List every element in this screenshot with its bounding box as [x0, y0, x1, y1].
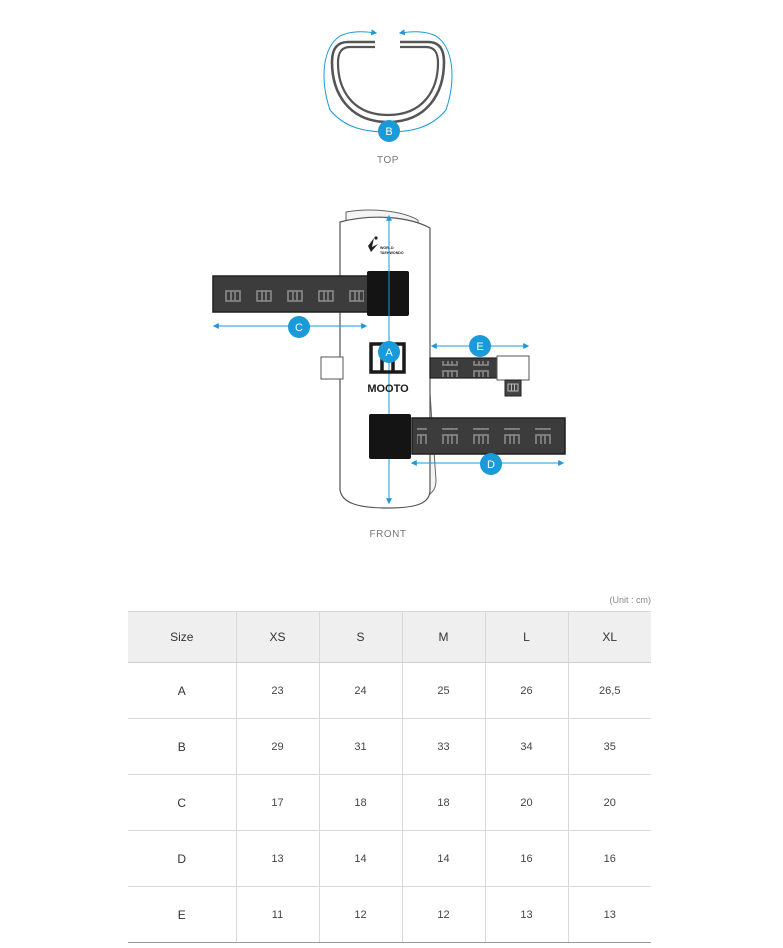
- marker-c-label: C: [295, 322, 303, 334]
- front-view: [213, 210, 565, 540]
- table-cell: 14: [319, 831, 402, 887]
- row-label: E: [128, 887, 236, 943]
- top-view-outline-inner: [338, 47, 438, 115]
- header-xs: XS: [236, 612, 319, 663]
- table-cell: 13: [568, 887, 651, 943]
- table-cell: 17: [236, 775, 319, 831]
- right-buckle-tab: [497, 356, 529, 380]
- upper-strap-logos: [218, 286, 364, 302]
- header-l: L: [485, 612, 568, 663]
- table-row: [128, 887, 651, 943]
- table-row: [128, 831, 651, 887]
- lower-velcro-patch: [369, 414, 411, 459]
- row-label: C: [128, 775, 236, 831]
- table-row: [128, 719, 651, 775]
- row-label: B: [128, 719, 236, 775]
- table-cell: 16: [568, 831, 651, 887]
- upper-velcro-patch: [367, 271, 409, 316]
- marker-a-label: A: [385, 347, 393, 359]
- table-cell: 20: [485, 775, 568, 831]
- header-m: M: [402, 612, 485, 663]
- table-cell: 34: [485, 719, 568, 775]
- row-label: D: [128, 831, 236, 887]
- table-cell: 26,5: [568, 663, 651, 719]
- table-cell: 18: [319, 775, 402, 831]
- table-cell: 11: [236, 887, 319, 943]
- top-view-outline-outer: [332, 42, 444, 122]
- mooto-brand-text: MOOTO: [367, 383, 409, 395]
- unit-label: (Unit : cm): [609, 595, 651, 605]
- table-cell: 14: [402, 831, 485, 887]
- lower-strap-logos: [417, 428, 563, 444]
- middle-strap-logos: [432, 361, 494, 377]
- guard-pad: [340, 217, 430, 508]
- header-s: S: [319, 612, 402, 663]
- front-view-label: FRONT: [369, 529, 407, 540]
- table-cell: 31: [319, 719, 402, 775]
- marker-e-label: E: [476, 341, 484, 353]
- table-cell: 13: [236, 831, 319, 887]
- wt-logo-text-2: TAEKWONDO: [380, 251, 404, 255]
- table-cell: 29: [236, 719, 319, 775]
- size-table: [128, 611, 651, 943]
- table-cell: 35: [568, 719, 651, 775]
- strap-end-tag: [505, 380, 521, 396]
- marker-b-label: B: [385, 126, 393, 138]
- table-cell: 26: [485, 663, 568, 719]
- row-label: A: [128, 663, 236, 719]
- top-view-label: TOP: [377, 155, 399, 166]
- table-cell: 12: [319, 887, 402, 943]
- table-row: [128, 775, 651, 831]
- table-cell: 12: [402, 887, 485, 943]
- wt-logo-text-1: WORLD: [380, 246, 394, 250]
- table-cell: 25: [402, 663, 485, 719]
- table-cell: 33: [402, 719, 485, 775]
- header-size: Size: [128, 612, 236, 663]
- table-cell: 23: [236, 663, 319, 719]
- top-view: [324, 32, 452, 166]
- table-row: [128, 663, 651, 719]
- marker-d-label: D: [487, 459, 495, 471]
- table-cell: 18: [402, 775, 485, 831]
- table-cell: 13: [485, 887, 568, 943]
- header-xl: XL: [568, 612, 651, 663]
- table-cell: 24: [319, 663, 402, 719]
- table-cell: 20: [568, 775, 651, 831]
- left-buckle-tab: [321, 357, 343, 379]
- table-cell: 16: [485, 831, 568, 887]
- size-table-header-row: [128, 612, 651, 663]
